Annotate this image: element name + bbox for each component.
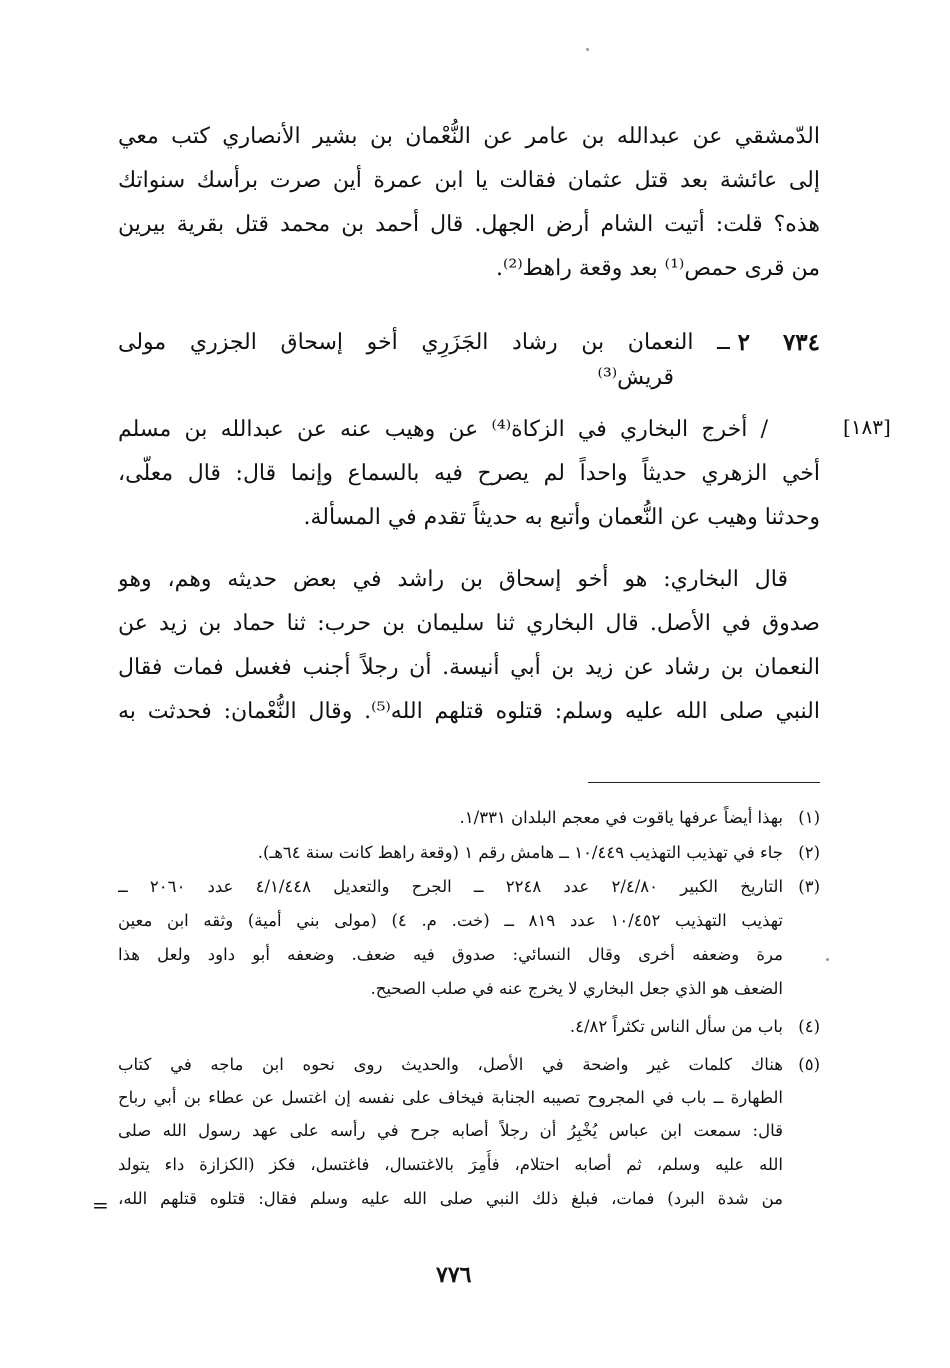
footnote-line: تهذيب التهذيب ١٠/٤٥٢ عدد ٨١٩ ــ (خت. م. ٤) (مولى بني أمية) وثقه ابن معين xyxy=(118,911,783,930)
footnote-number: (٣) xyxy=(798,877,820,896)
text-line: / أخرج البخاري في الزكاة⁽⁴⁾ عن وهيب عنه عن عبدالله بن مسلم xyxy=(118,417,768,442)
margin-page-reference: [١٨٣] xyxy=(843,415,891,439)
entry-title-line: ــ النعمان بن رشاد الجَزَرِي أخو إسحاق الجزري مولى xyxy=(118,330,730,355)
footnote-number: (٤) xyxy=(798,1017,820,1036)
footnote-line: من شدة البرد) فمات، فبلغ ذلك النبي صلى الله عليه وسلم فقال: قتلوه قتلهم الله، xyxy=(118,1189,783,1208)
text-line: قال البخاري: هو أخو إسحاق بن راشد في بعض حديثه وهم، وهو xyxy=(118,567,788,592)
text-line: هذه؟ قلت: أتيت الشام أرض الجهل. قال أحمد بن محمد قتل بقرية بيرين xyxy=(118,212,820,237)
footnote-line: الضعف هو الذي جعل البخاري لا يخرج عنه في صلب الصحيح. xyxy=(370,979,783,998)
footnote-divider xyxy=(588,782,820,783)
entry-sub-number: ٢ xyxy=(737,329,750,356)
footnote-line: الله عليه وسلم، ثم أصابه احتلام، فأُمِرَ بالاغتسال، فاغتسل، فكز (الكزازة داء يتولد xyxy=(118,1155,783,1174)
print-speck xyxy=(586,48,589,51)
text-line: النعمان بن رشاد عن زيد بن أبي أنيسة. أن رجلاً أجنب فغسل فمات فقال xyxy=(118,655,820,680)
text-line: النبي صلى الله عليه وسلم: قتلوه قتلهم الله⁽⁵⁾. وقال النُّعْمان: فحدثت به xyxy=(118,699,820,724)
footnote-line: هناك كلمات غير واضحة في الأصل، والحديث روى نحوه ابن ماجه في كتاب xyxy=(118,1055,783,1074)
footnote-number: (١) xyxy=(798,808,820,827)
footnote-line: باب من سأل الناس تكثراً ٤/٨٢. xyxy=(569,1017,783,1036)
text-line: الدّمشقي عن عبدالله بن عامر عن النُّعْمان بن بشير الأنصاري كتب معي xyxy=(118,124,820,149)
print-speck xyxy=(826,958,829,961)
footnote-line: الطهارة ــ باب في المجروح تصيبه الجنابة فيخاف على نفسه إن اغتسل عن عطاء بن أبي رباح xyxy=(118,1088,783,1107)
text-line: إلى عائشة بعد قتل عثمان فقالت يا ابن عمرة أين صرت برأسك سنواتك xyxy=(118,168,820,193)
text-line: أخي الزهري حديثاً واحداً لم يصرح فيه بالسماع وإنما قال: قال معلّى، xyxy=(118,461,820,486)
text-line: صدوق في الأصل. قال البخاري ثنا سليمان بن حرب: ثنا حماد بن زيد عن xyxy=(118,611,820,636)
footnote-number: (٢) xyxy=(798,843,820,862)
footnote-line: مرة وضعفه أخرى وقال النسائي: صدوق فيه ضعف. وضعفه أبو داود ولعل هذا xyxy=(118,945,783,964)
footnote-line: التاريخ الكبير ٢/٤/٨٠ عدد ٢٢٤٨ ــ الجرح والتعديل ٤/١/٤٤٨ عدد ٢٠٦٠ ــ xyxy=(118,877,783,896)
entry-number: ٧٣٤ xyxy=(782,329,820,356)
text-line: من قرى حمص⁽¹⁾ بعد وقعة راهط⁽²⁾. xyxy=(496,256,820,281)
footnote-line: بهذا أيضاً عرفها ياقوت في معجم البلدان ١/٣٣١. xyxy=(459,808,783,827)
text-line: وحدثنا وهيب عن النُّعمان وأتبع به حديثاً تقدم في المسألة. xyxy=(303,505,820,530)
footnote-line: قال: سمعت ابن عباس يُخْبِرُ أن رجلاً أصابه جرح في رأسه على عهد رسول الله صلى xyxy=(118,1121,783,1140)
continuation-mark: = xyxy=(92,1193,109,1217)
footnote-line: جاء في تهذيب التهذيب ١٠/٤٤٩ ــ هامش رقم ١ (وقعة راهط كانت سنة ٦٤هـ). xyxy=(257,843,783,862)
footnote-number: (٥) xyxy=(798,1055,820,1074)
page-number: ٧٧٦ xyxy=(436,1262,472,1288)
entry-title-line: قريش⁽³⁾ xyxy=(597,365,674,390)
